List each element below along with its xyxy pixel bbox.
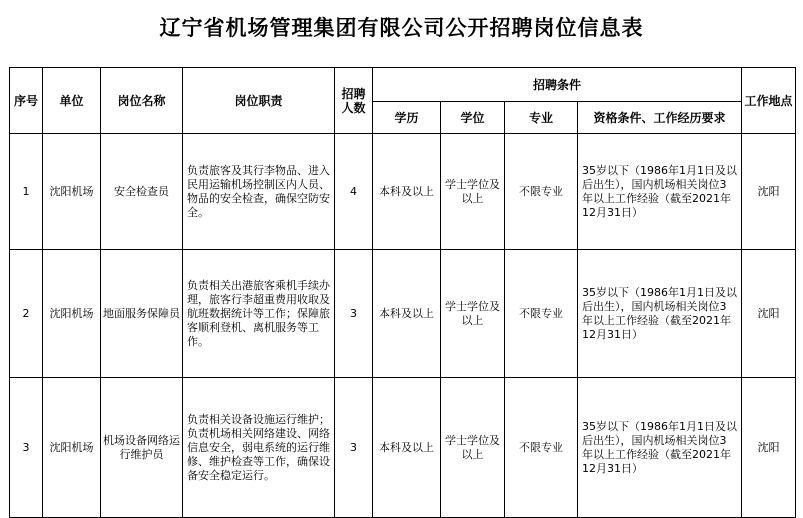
recruitment-table [9,67,796,518]
cell-count: 3 [335,378,373,518]
cell-position: 安全检查员 [101,134,183,250]
cell-degree: 学士学位及以上 [441,378,505,518]
header-row-top [10,68,796,102]
cell-education: 本科及以上 [373,250,441,378]
header-seq: 序号 [10,68,43,134]
header-unit: 单位 [43,68,101,134]
page-title: 辽宁省机场管理集团有限公司公开招聘岗位信息表 [159,16,644,40]
cell-major: 不限专业 [505,250,578,378]
header-conditions: 招聘条件 [373,68,742,102]
header-position: 岗位名称 [101,68,183,134]
cell-qualification: 35岁以下（1986年1月1日及以后出生），国内机场相关岗位3年以上工作经验（截至2021年12月31日） [578,134,742,250]
table-row [10,378,796,518]
cell-degree: 学士学位及以上 [441,134,505,250]
cell-education: 本科及以上 [373,378,441,518]
cell-position: 地面服务保障员 [101,250,183,378]
cell-seq: 3 [10,378,43,518]
cell-position: 机场设备网络运行维护员 [101,378,183,518]
cell-location: 沈阳 [742,134,796,250]
table-row [10,250,796,378]
cell-count: 4 [335,134,373,250]
table-row [10,134,796,250]
header-location: 工作地点 [742,68,796,134]
header-count: 招聘人数 [335,68,373,134]
cell-major: 不限专业 [505,378,578,518]
cell-duties: 负责旅客及其行李物品、进入民用运输机场控制区内人员、物品的安全检查，确保空防安全。 [183,134,335,250]
cell-count: 3 [335,250,373,378]
cell-duties: 负责相关设备设施运行维护；负责机场相关网络建设、网络信息安全，弱电系统的运行维修、维护检查等工作，确保设备安全稳定运行。 [183,378,335,518]
header-duties: 岗位职责 [183,68,335,134]
cell-duties: 负责相关出港旅客乘机手续办理，旅客行李超重费用收取及航班数据统计等工作；保障旅客顺利登机、离机服务等工作。 [183,250,335,378]
cell-degree: 学士学位及以上 [441,250,505,378]
cell-qualification: 35岁以下（1986年1月1日及以后出生），国内机场相关岗位3年以上工作经验（截至2021年12月31日） [578,378,742,518]
header-degree: 学位 [441,102,505,134]
cell-unit: 沈阳机场 [43,378,101,518]
cell-qualification: 35岁以下（1986年1月1日及以后出生），国内机场相关岗位3年以上工作经验（截至2021年12月31日） [578,250,742,378]
cell-education: 本科及以上 [373,134,441,250]
cell-location: 沈阳 [742,378,796,518]
header-qualification: 资格条件、工作经历要求 [578,102,742,134]
header-major: 专业 [505,102,578,134]
cell-unit: 沈阳机场 [43,134,101,250]
header-education: 学历 [373,102,441,134]
cell-location: 沈阳 [742,250,796,378]
cell-unit: 沈阳机场 [43,250,101,378]
cell-major: 不限专业 [505,134,578,250]
cell-seq: 2 [10,250,43,378]
cell-seq: 1 [10,134,43,250]
